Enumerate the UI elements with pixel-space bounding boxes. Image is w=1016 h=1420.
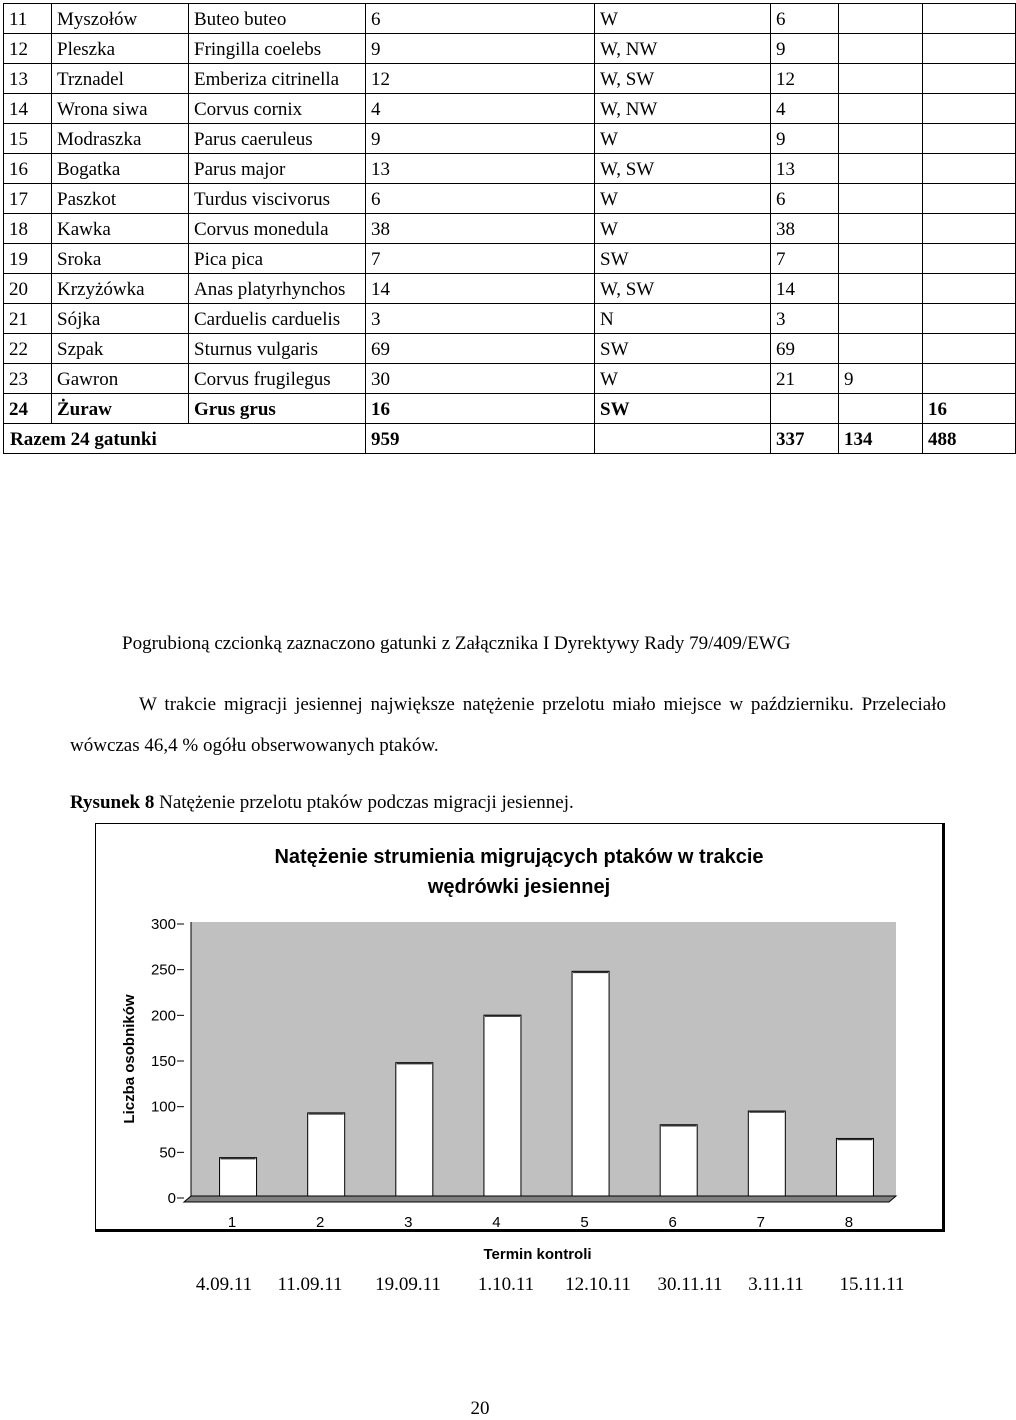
x-tick-label: 1	[227, 1214, 237, 1231]
cell-dir: W, NW	[595, 34, 771, 64]
cell-total: 13	[366, 154, 595, 184]
cell-name: Kawka	[52, 214, 189, 244]
total-cell-label: Razem 24 gatunki	[4, 424, 366, 454]
table-total-row	[4, 424, 1016, 454]
cell-dir: SW	[595, 394, 771, 424]
cell-name: Myszołów	[52, 4, 189, 34]
species-table	[3, 3, 1016, 454]
table-row	[4, 64, 1016, 94]
table-row	[4, 364, 1016, 394]
cell-total: 3	[366, 304, 595, 334]
cell-dir: W	[595, 4, 771, 34]
y-tick-label: 100	[150, 1098, 176, 1116]
x-tick-label: 5	[580, 1214, 589, 1231]
control-date: 30.11.11	[657, 1274, 723, 1295]
table-row	[4, 304, 1016, 334]
cell-total: 69	[366, 334, 595, 364]
bar	[308, 1113, 345, 1196]
cell-c3	[923, 304, 1016, 334]
cell-total: 12	[366, 64, 595, 94]
total-cell-empty	[595, 424, 771, 454]
chart-title-line: Natężenie strumienia migrujących ptaków w trakcie	[274, 846, 764, 868]
cell-name: Sroka	[52, 244, 189, 274]
cell-c2	[839, 244, 923, 274]
cell-total: 38	[366, 214, 595, 244]
cell-c3	[923, 4, 1016, 34]
cell-no: 11	[4, 4, 52, 34]
cell-dir: W	[595, 364, 771, 394]
cell-c3	[923, 274, 1016, 304]
cell-latin: Carduelis carduelis	[189, 304, 366, 334]
table-row	[4, 4, 1016, 34]
chart-title-line: wędrówki jesiennej	[427, 876, 611, 898]
y-tick-label: 250	[150, 961, 176, 979]
y-tick-label: 0	[167, 1190, 176, 1207]
y-tick-label: 300	[150, 916, 176, 933]
cell-c3	[923, 334, 1016, 364]
cell-name: Wrona siwa	[52, 94, 189, 124]
cell-c3	[923, 184, 1016, 214]
cell-name: Modraszka	[52, 124, 189, 154]
x-tick-label: 2	[316, 1214, 325, 1231]
cell-dir: W	[595, 184, 771, 214]
cell-name: Szpak	[52, 334, 189, 364]
control-date: 4.09.11	[195, 1274, 253, 1295]
total-cell-c3: 488	[923, 424, 1016, 454]
table-row	[4, 94, 1016, 124]
cell-no: 23	[4, 364, 52, 394]
cell-no: 14	[4, 94, 52, 124]
control-date: 15.11.11	[839, 1274, 905, 1295]
cell-c1: 3	[771, 304, 839, 334]
cell-dir: SW	[595, 334, 771, 364]
table-row	[4, 154, 1016, 184]
cell-name: Bogatka	[52, 154, 189, 184]
y-tick-label: 150	[150, 1053, 176, 1070]
total-cell-total: 959	[366, 424, 595, 454]
cell-latin: Anas platyrhynchos	[189, 274, 366, 304]
control-date: 12.10.11	[565, 1274, 631, 1295]
cell-c3: 16	[923, 394, 1016, 424]
cell-c2	[839, 334, 923, 364]
table-row	[4, 124, 1016, 154]
cell-total: 9	[366, 124, 595, 154]
table-row	[4, 184, 1016, 214]
cell-c1: 6	[771, 184, 839, 214]
cell-c1: 4	[771, 94, 839, 124]
bar	[836, 1138, 873, 1196]
cell-c2	[839, 184, 923, 214]
cell-c2	[839, 394, 923, 424]
paragraph: W trakcie migracji jesiennej największe natężenie przelotu miało miejsce w październiku. Przeleciało wówczas 46,4 % ogółu obserwowanych ptaków.	[70, 694, 946, 756]
cell-c2	[839, 94, 923, 124]
page-number: 20	[470, 1398, 490, 1419]
cell-c2	[839, 214, 923, 244]
cell-name: Paszkot	[52, 184, 189, 214]
table-row	[4, 274, 1016, 304]
cell-c2	[839, 4, 923, 34]
cell-no: 18	[4, 214, 52, 244]
cell-total: 6	[366, 184, 595, 214]
cell-c1: 13	[771, 154, 839, 184]
control-date: 11.09.11	[277, 1274, 343, 1295]
control-date: 19.09.11	[375, 1274, 441, 1295]
cell-dir: W	[595, 124, 771, 154]
cell-no: 13	[4, 64, 52, 94]
table-note: Pogrubioną czcionką zaznaczono gatunki z Załącznika I Dyrektywy Rady 79/409/EWG	[122, 633, 791, 654]
bar	[484, 1015, 521, 1196]
bar	[660, 1125, 697, 1196]
table-row	[4, 214, 1016, 244]
plot-area	[191, 922, 896, 1196]
cell-c3	[923, 64, 1016, 94]
cell-c2: 9	[839, 364, 923, 394]
cell-name: Pleszka	[52, 34, 189, 64]
x-tick-label: 3	[404, 1214, 413, 1231]
cell-c1: 9	[771, 34, 839, 64]
table-row	[4, 334, 1016, 364]
cell-c1: 14	[771, 274, 839, 304]
cell-latin: Buteo buteo	[189, 4, 366, 34]
cell-name: Gawron	[52, 364, 189, 394]
cell-latin: Corvus frugilegus	[189, 364, 366, 394]
cell-latin: Fringilla coelebs	[189, 34, 366, 64]
cell-latin: Corvus monedula	[189, 214, 366, 244]
cell-latin: Parus caeruleus	[189, 124, 366, 154]
y-axis-label: Liczba osobników	[121, 994, 138, 1124]
table-row	[4, 244, 1016, 274]
plot-floor	[184, 1196, 896, 1202]
cell-c2	[839, 304, 923, 334]
cell-total: 6	[366, 4, 595, 34]
cell-dir: W	[595, 214, 771, 244]
cell-no: 12	[4, 34, 52, 64]
control-date: 3.11.11	[748, 1274, 804, 1295]
cell-total: 7	[366, 244, 595, 274]
cell-c3	[923, 244, 1016, 274]
cell-c1: 6	[771, 4, 839, 34]
total-cell-c2: 134	[839, 424, 923, 454]
cell-c1: 9	[771, 124, 839, 154]
cell-c3	[923, 364, 1016, 394]
cell-no: 21	[4, 304, 52, 334]
figure-caption-prefix: Rysunek 8	[70, 792, 155, 813]
figure-caption	[70, 789, 574, 817]
cell-no: 15	[4, 124, 52, 154]
cell-c3	[923, 124, 1016, 154]
cell-dir: N	[595, 304, 771, 334]
cell-dir: W, SW	[595, 64, 771, 94]
bar	[748, 1111, 785, 1196]
cell-name: Trznadel	[52, 64, 189, 94]
cell-c1: 69	[771, 334, 839, 364]
cell-c2	[839, 34, 923, 64]
cell-total: 30	[366, 364, 595, 394]
cell-dir: W, SW	[595, 154, 771, 184]
cell-latin: Pica pica	[189, 244, 366, 274]
x-axis-label: Termin kontroli	[483, 1246, 592, 1263]
cell-no: 22	[4, 334, 52, 364]
chart-canvas	[96, 824, 942, 1263]
cell-latin: Emberiza citrinella	[189, 64, 366, 94]
cell-latin: Sturnus vulgaris	[189, 334, 366, 364]
cell-c3	[923, 154, 1016, 184]
cell-dir: W, SW	[595, 274, 771, 304]
cell-c1: 21	[771, 364, 839, 394]
cell-latin: Turdus viscivorus	[189, 184, 366, 214]
cell-dir: W, NW	[595, 94, 771, 124]
table-row	[4, 34, 1016, 64]
cell-c2	[839, 154, 923, 184]
cell-dir: SW	[595, 244, 771, 274]
cell-c3	[923, 214, 1016, 244]
cell-total: 4	[366, 94, 595, 124]
bar	[220, 1158, 257, 1196]
table-row	[4, 394, 1016, 424]
cell-c2	[839, 124, 923, 154]
cell-no: 24	[4, 394, 52, 424]
cell-c2	[839, 274, 923, 304]
cell-c1	[771, 394, 839, 424]
bar	[572, 971, 609, 1196]
control-dates	[0, 1274, 960, 1304]
cell-c2	[839, 64, 923, 94]
x-tick-label: 8	[844, 1214, 854, 1231]
cell-total: 16	[366, 394, 595, 424]
y-tick-label: 50	[159, 1144, 176, 1162]
figure-caption-text: Natężenie przelotu ptaków podczas migracji jesiennej.	[154, 792, 574, 813]
cell-c1: 7	[771, 244, 839, 274]
cell-c1: 12	[771, 64, 839, 94]
cell-latin: Parus major	[189, 154, 366, 184]
cell-no: 19	[4, 244, 52, 274]
control-date: 1.10.11	[477, 1274, 535, 1295]
cell-no: 17	[4, 184, 52, 214]
total-cell-c1: 337	[771, 424, 839, 454]
cell-total: 14	[366, 274, 595, 304]
cell-c1: 38	[771, 214, 839, 244]
bar	[396, 1063, 433, 1196]
x-tick-label: 6	[668, 1214, 677, 1231]
cell-c3	[923, 94, 1016, 124]
cell-c3	[923, 34, 1016, 64]
bar-chart	[95, 823, 945, 1263]
cell-no: 20	[4, 274, 52, 304]
cell-latin: Corvus cornix	[189, 94, 366, 124]
cell-name: Krzyżówka	[52, 274, 189, 304]
cell-no: 16	[4, 154, 52, 184]
x-tick-label: 4	[492, 1214, 501, 1231]
cell-total: 9	[366, 34, 595, 64]
x-tick-label: 7	[756, 1214, 765, 1231]
cell-latin: Grus grus	[189, 394, 366, 424]
y-tick-label: 200	[150, 1007, 176, 1025]
cell-name: Sójka	[52, 304, 189, 334]
cell-name: Żuraw	[52, 394, 189, 424]
